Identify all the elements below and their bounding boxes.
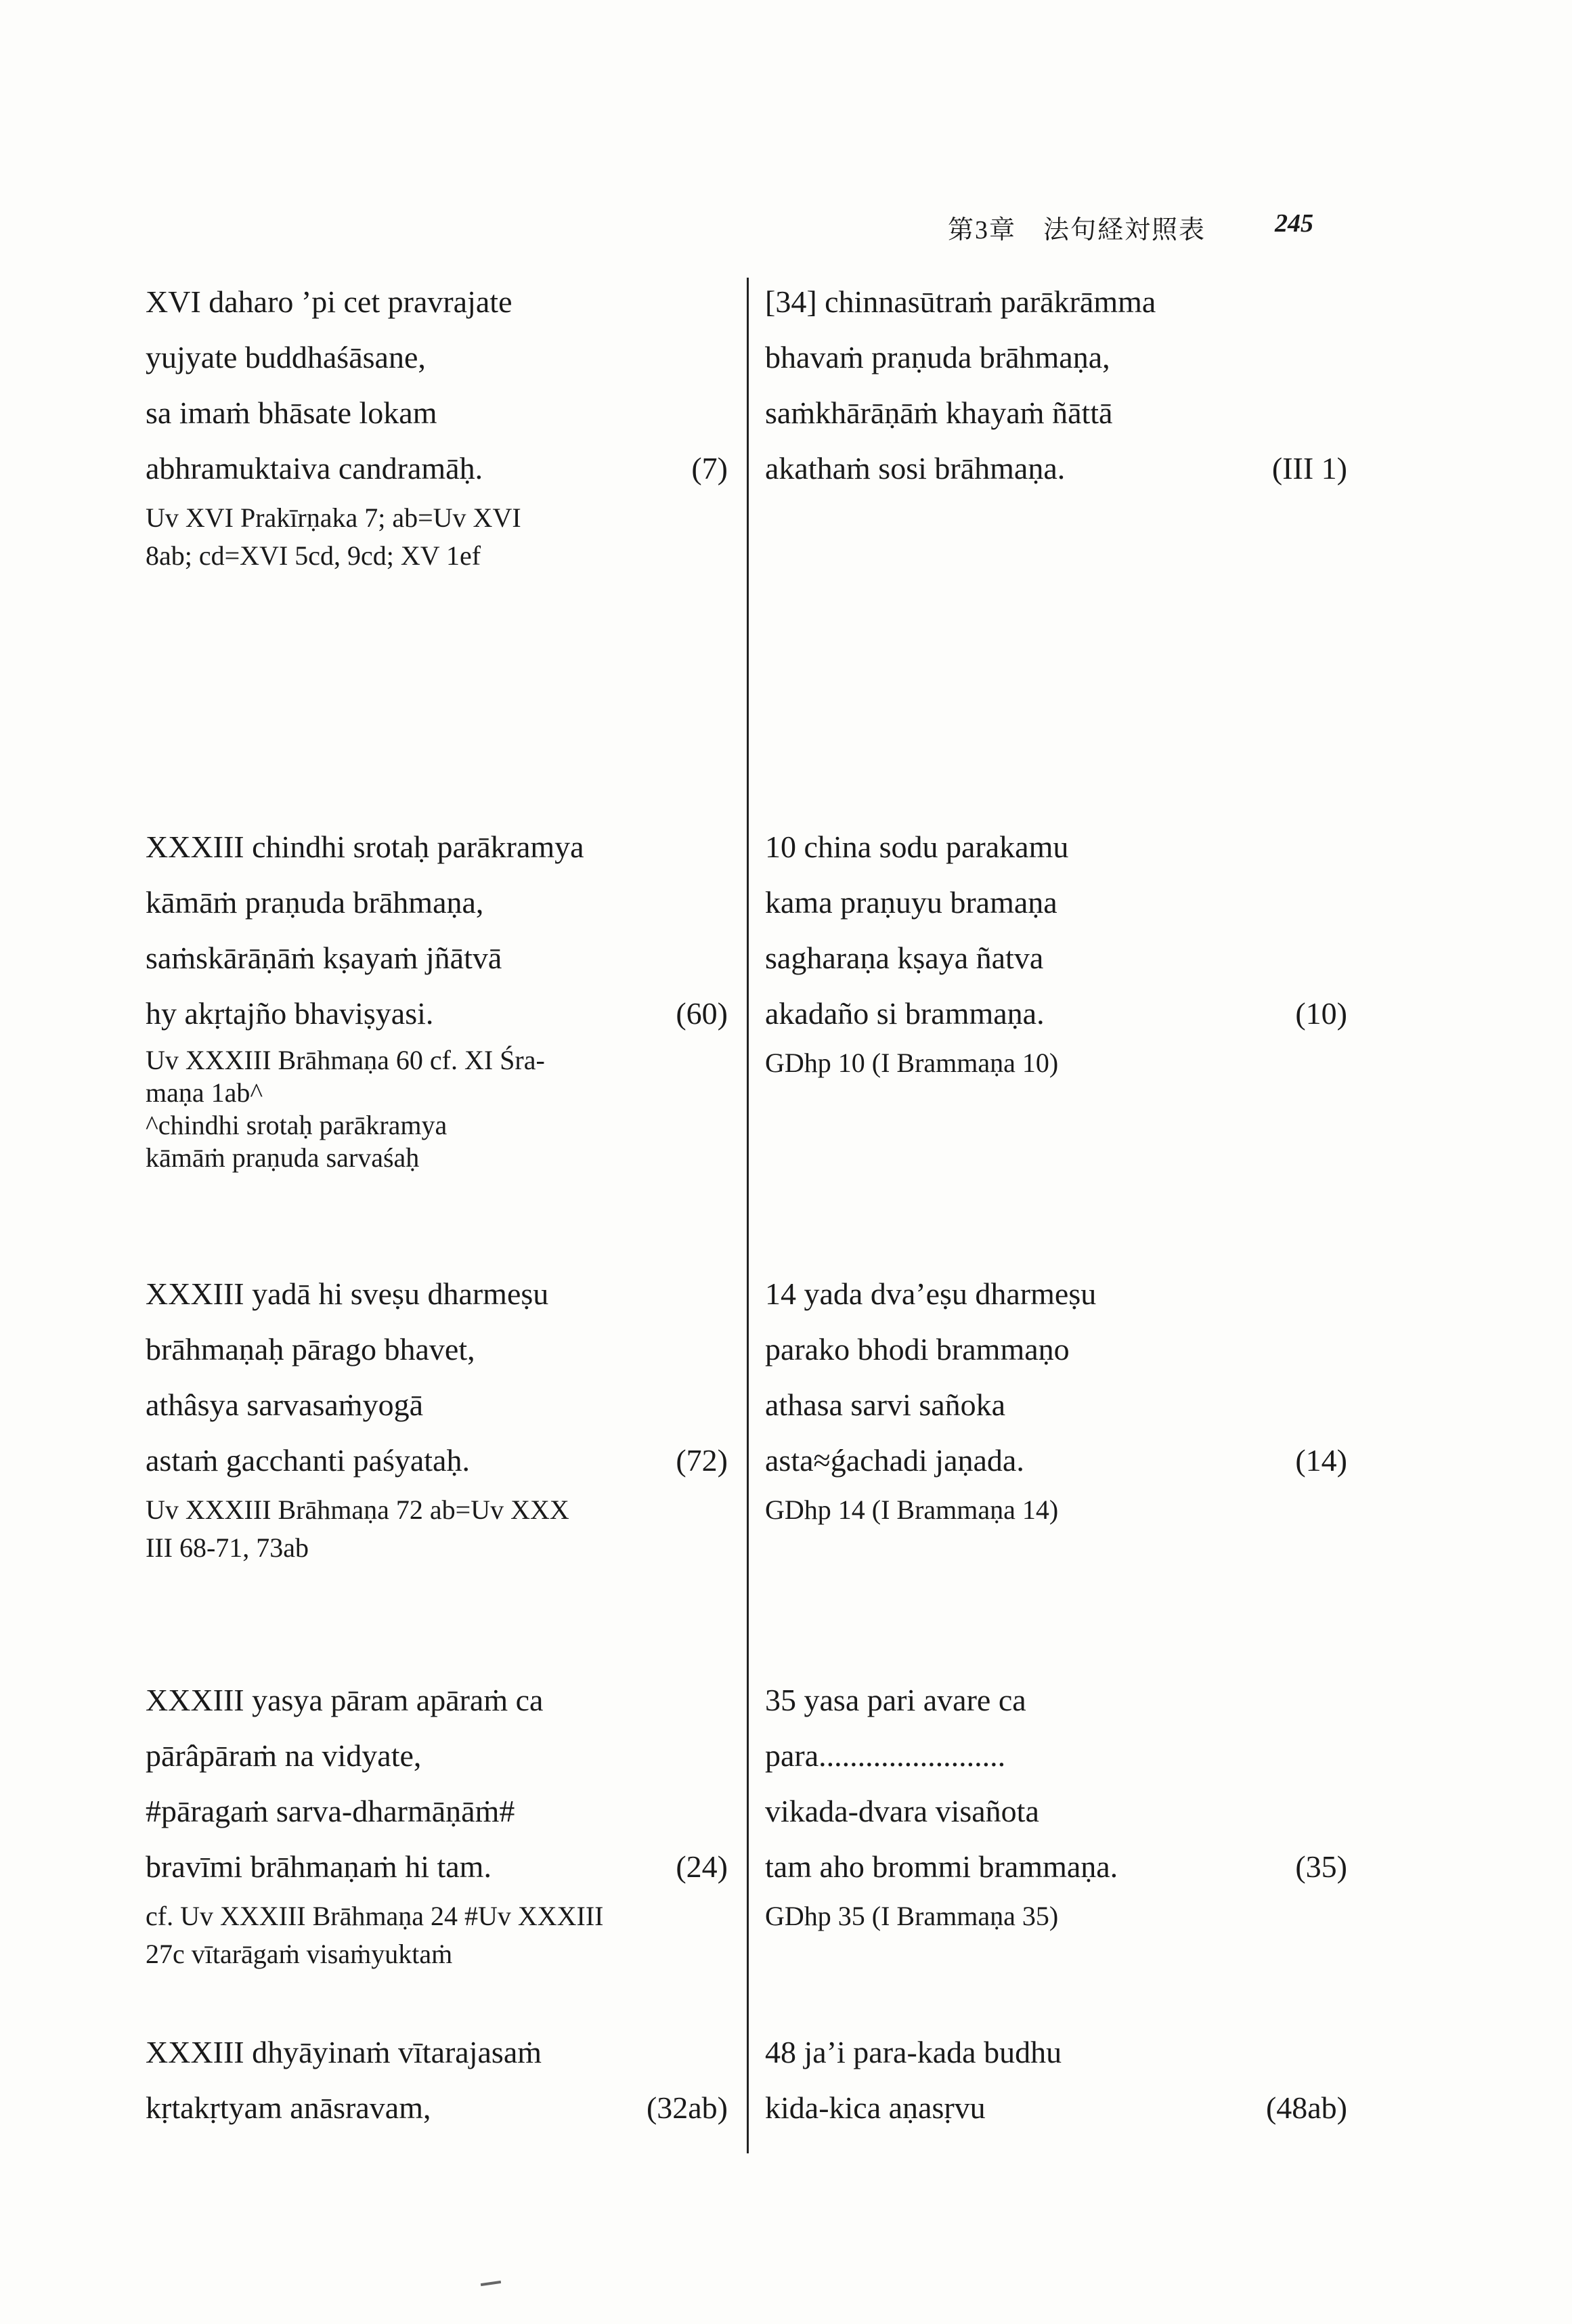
verse-number: (III 1): [1271, 451, 1347, 486]
verse-block-right: [765, 819, 1347, 1082]
verse-block-left: [146, 2025, 728, 2136]
verse-line: 10 china sodu parakamu: [765, 830, 1069, 864]
verse-line: XXXIII yasya pāram apāraṁ ca: [146, 1683, 544, 1717]
verse-line: akathaṁ sosi brāhmaṇa. (III 1): [765, 441, 1347, 496]
chapter-title: 第3章 法句経対照表: [948, 216, 1206, 244]
verse-block-left: [146, 819, 728, 1174]
verse-number: (32ab): [646, 2090, 728, 2125]
verse-number: (7): [691, 451, 728, 486]
verse-line: pārâpāraṁ na vidyate,: [146, 1738, 422, 1773]
verse-line: XXXIII dhyāyinaṁ vītarajasaṁ: [146, 2035, 542, 2069]
verse-line: yujyate buddhaśāsane,: [146, 340, 426, 374]
verse-line: kida-kica aṇasṛvu (48ab): [765, 2080, 1347, 2136]
verse-line: saṁkhārāṇāṁ khayaṁ ñāttā: [765, 395, 1113, 430]
verse-block-left: [146, 1673, 728, 1973]
verse-line: saṁskārāṇāṁ kṣayaṁ jñātvā: [146, 941, 502, 975]
verse-note: Uv XXXIII Brāhmaṇa 60 cf. XI Śra- maṇa 1ab^ ^chindhi srotaḥ parākramya kāmāṁ praṇuda sarvaśaḥ: [146, 1045, 545, 1173]
page-number: 245: [1275, 209, 1313, 238]
verse-line: athasa sarvi sañoka: [765, 1387, 1006, 1422]
verse-block-right: [765, 1673, 1347, 1935]
verse-line: kama praṇuyu bramaṇa: [765, 885, 1057, 920]
verse-line: bravīmi brāhmaṇaṁ hi tam. (24): [146, 1839, 728, 1895]
column-divider: [747, 278, 749, 2153]
verse-line: bhavaṁ praṇuda brāhmaṇa,: [765, 340, 1110, 374]
verse-note: GDhp 35 (I Brammaṇa 35): [765, 1901, 1059, 1931]
verse-note: GDhp 10 (I Brammaṇa 10): [765, 1048, 1059, 1078]
verse-line: XXXIII yadā hi sveṣu dharmeṣu: [146, 1276, 549, 1311]
verse-note: Uv XXXIII Brāhmaṇa 72 ab=Uv XXX III 68-71, 73ab: [146, 1494, 569, 1563]
verse-note: Uv XVI Prakīrṇaka 7; ab=Uv XVI 8ab; cd=XVI 5cd, 9cd; XV 1ef: [146, 502, 521, 571]
verse-line: hy akṛtajño bhaviṣyasi. (60): [146, 986, 728, 1041]
verse-line: vikada-dvara visañota: [765, 1794, 1039, 1828]
verse-block-right: [765, 2025, 1347, 2136]
verse-number: (35): [1295, 1849, 1347, 1884]
verse-note: GDhp 14 (I Brammaṇa 14): [765, 1494, 1059, 1525]
verse-line: XVI daharo ’pi cet pravrajate: [146, 284, 512, 319]
verse-line: 35 yasa pari avare ca: [765, 1683, 1026, 1717]
verse-line: tam aho brommi brammaṇa. (35): [765, 1839, 1347, 1895]
verse-number: (48ab): [1265, 2090, 1347, 2125]
verse-line: asta≈ǵachadi jaṇada. (14): [765, 1433, 1347, 1488]
verse-block-right: [765, 274, 1347, 496]
verse-line: #pāragaṁ sarva-dharmāṇāṁ#: [146, 1794, 515, 1828]
verse-number: (72): [676, 1443, 728, 1478]
verse-line: [34] chinnasūtraṁ parākrāmma: [765, 284, 1156, 319]
verse-line: kāmāṁ praṇuda brāhmaṇa,: [146, 885, 484, 920]
verse-number: (10): [1295, 996, 1347, 1031]
verse-line: kṛtakṛtyam anāsravam, (32ab): [146, 2080, 728, 2136]
verse-number: (24): [676, 1849, 728, 1884]
verse-line: astaṁ gacchanti paśyataḥ. (72): [146, 1433, 728, 1488]
verse-number: (60): [676, 996, 728, 1031]
verse-line: 14 yada dva’eṣu dharmeṣu: [765, 1276, 1097, 1311]
verse-note: cf. Uv XXXIII Brāhmaṇa 24 #Uv XXXIII 27c vītarāgaṁ visaṁyuktaṁ: [146, 1901, 604, 1969]
verse-number: (14): [1295, 1443, 1347, 1478]
verse-line: sa imaṁ bhāsate lokam: [146, 395, 437, 430]
verse-line: sagharaṇa kṣaya ñatva: [765, 941, 1044, 975]
verse-line: parako bhodi brammaṇo: [765, 1332, 1070, 1367]
verse-line: brāhmaṇaḥ pārago bhavet,: [146, 1332, 475, 1367]
verse-line: para........................: [765, 1738, 1006, 1773]
verse-line: abhramuktaiva candramāḥ. (7): [146, 441, 728, 496]
verse-line: XXXIII chindhi srotaḥ parākramya: [146, 830, 584, 864]
verse-block-left: [146, 1266, 728, 1567]
verse-line: akadaño si brammaṇa. (10): [765, 986, 1347, 1041]
verse-line: athâsya sarvasaṁyogā: [146, 1387, 424, 1422]
verse-block-left: [146, 274, 728, 575]
print-mark: [481, 2281, 501, 2286]
verse-line: 48 ja’i para-kada budhu: [765, 2035, 1062, 2069]
verse-block-right: [765, 1266, 1347, 1529]
